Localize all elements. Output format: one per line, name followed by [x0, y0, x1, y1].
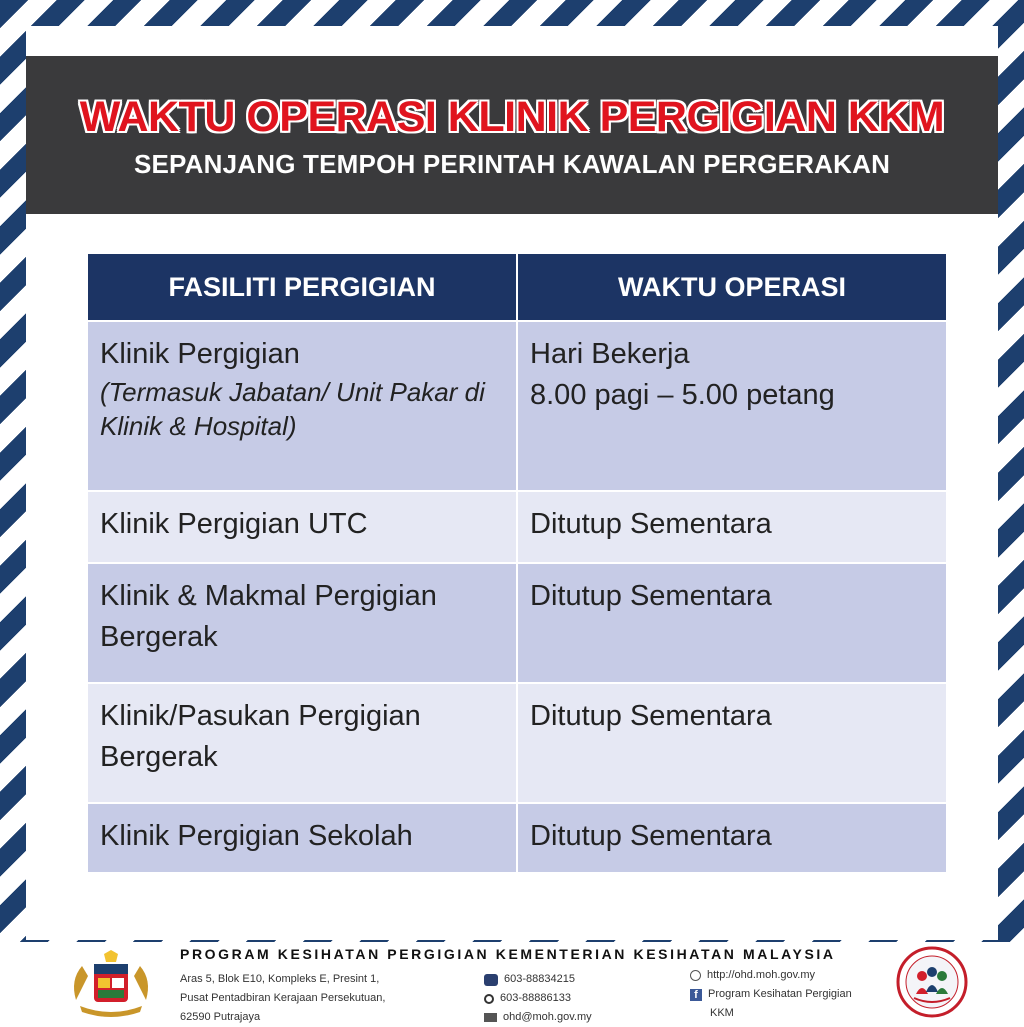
- table-row: [87, 683, 947, 803]
- hours-cell: Ditutup Sementara: [517, 563, 947, 683]
- hours-cell: [517, 321, 947, 491]
- facility-cell: Klinik Pergigian Sekolah: [87, 803, 517, 873]
- hours-cell: Ditutup Sementara: [517, 683, 947, 803]
- fax-icon: [484, 994, 494, 1004]
- facility-cell: Klinik Pergigian UTC: [87, 491, 517, 563]
- hours-time: 8.00 pagi – 5.00 petang: [530, 379, 835, 411]
- column-header-facility: FASILITI PERGIGIAN: [87, 253, 517, 321]
- facility-note: (Termasuk Jabatan/ Unit Pakar di Klinik & Hospital): [100, 377, 485, 441]
- contact-web-block: [690, 966, 852, 1023]
- fax-number: 603-88886133: [500, 992, 571, 1004]
- phone-number: 603-88834215: [504, 973, 575, 985]
- page-title: WAKTU OPERASI KLINIK PERGIGIAN KKM: [79, 93, 945, 141]
- facility-cell: Klinik & Makmal Pergigian Bergerak: [87, 563, 517, 683]
- globe-icon: [690, 970, 701, 981]
- address-line: Pusat Pentadbiran Kerajaan Persekutuan,: [180, 992, 386, 1004]
- hours-cell: Ditutup Sementara: [517, 803, 947, 873]
- table-row: [87, 321, 947, 491]
- hours-days: Hari Bekerja: [530, 338, 690, 370]
- facebook-page-link-cont[interactable]: KKM: [710, 1007, 734, 1019]
- facebook-page-link[interactable]: Program Kesihatan Pergigian: [708, 988, 852, 1000]
- page-subtitle: SEPANJANG TEMPOH PERINTAH KAWALAN PERGERAKAN: [133, 149, 891, 179]
- address-line: Aras 5, Blok E10, Kompleks E, Presint 1,: [180, 973, 380, 985]
- facility-cell: [87, 321, 517, 491]
- website-link[interactable]: http://ohd.moh.gov.my: [707, 969, 816, 981]
- table-header-row: [87, 253, 947, 321]
- phone-icon: [484, 974, 498, 986]
- coat-of-arms-logo: [66, 950, 156, 1018]
- email-link[interactable]: ohd@moh.gov.my: [503, 1011, 592, 1023]
- facility-name: Klinik Pergigian: [100, 338, 300, 370]
- hours-cell: Ditutup Sementara: [517, 491, 947, 563]
- table-row: [87, 491, 947, 563]
- facility-cell: Klinik/Pasukan Pergigian Bergerak: [87, 683, 517, 803]
- footer-address: [180, 970, 385, 1027]
- facebook-icon: f: [690, 989, 702, 1001]
- footer: [0, 942, 1024, 1024]
- title-band: [26, 56, 998, 214]
- column-header-hours: WAKTU OPERASI: [517, 253, 947, 321]
- dental-program-logo: [896, 946, 968, 1018]
- operating-hours-table: [86, 252, 948, 874]
- address-line: 62590 Putrajaya: [180, 1011, 261, 1023]
- mail-icon: [484, 1013, 497, 1022]
- table-row: [87, 803, 947, 873]
- footer-title: PROGRAM KESIHATAN PERGIGIAN KEMENTERIAN KESIHATAN MALAYSIA: [180, 946, 836, 962]
- table-row: [87, 563, 947, 683]
- contact-phone-block: [484, 970, 592, 1027]
